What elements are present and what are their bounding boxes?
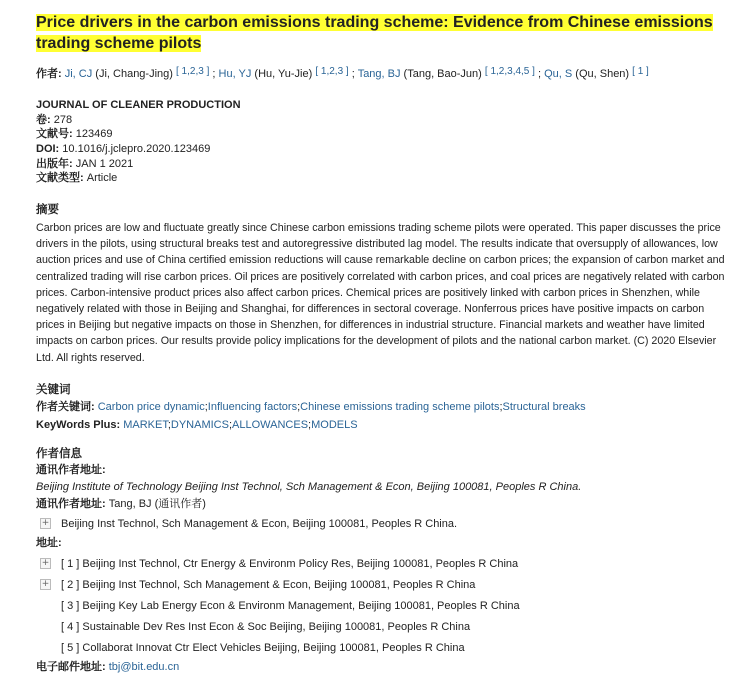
abstract-text: Carbon prices are low and fluctuate greatly since Chinese carbon emissions trading scheme pilots were operated. This paper discusses the price drivers in the pilots, using structural breaks test and autoregressive distributed lag model. The results indicate that oversupply of allowances, low auction prices and use of China certified emission reductions will cause remarkable decline on carbon prices; the expansion of carbon market and centralized trading will rise carbon prices. Oil prices are positively correlated with carbon prices, and coal prices are negatively related with carbon prices. Carbon-intensive product prices also affect carbon prices. Chemical prices are positively linked with carbon prices in Shenzhen, while negatively related with those in Beijing and Shanghai, for differences in sectoral coverage. Nonferrous prices have positive impacts on carbon prices in Beijing but negative impacts on those in Shenzhen, for differences in industrial structure. Financial markets and weather have limited impacts on carbon prices. Our results provide policy implications for the development of pilots and the national carbon market. (C) 2020 Elsevier Ltd. All rights reserved. xyxy=(36,222,725,364)
plus-icon[interactable]: + xyxy=(41,518,50,529)
article-no-label: 文献号: xyxy=(36,128,73,141)
keywords-plus-label: KeyWords Plus: xyxy=(36,418,121,431)
author-link-1[interactable]: Ji, CJ xyxy=(64,68,93,80)
keyword-plus-link[interactable]: MODELS xyxy=(311,418,358,431)
email-link[interactable]: tbj@bit.edu.cn xyxy=(108,660,180,673)
year-label: 出版年: xyxy=(36,157,73,170)
address-item xyxy=(36,554,736,575)
author-affil-2[interactable]: [ 1,2,3 ] xyxy=(315,66,349,77)
keywords-plus: KeyWords Plus: MARKET;DYNAMICS;ALLOWANCES;MODELS xyxy=(36,418,358,431)
address-item xyxy=(36,575,736,596)
keyword-plus-link[interactable]: ALLOWANCES xyxy=(232,418,309,431)
author-keyword-link[interactable]: Influencing factors xyxy=(207,400,298,413)
address-text: [ 5 ] Collaborat Innovat Ctr Elect Vehicles Beijing, Beijing 100081, Peoples R China xyxy=(61,641,465,654)
author-keywords: 作者关键词: Carbon price dynamic;Influencing factors;Chinese emissions trading scheme pilots;Structural breaks xyxy=(36,400,586,413)
address-text: [ 2 ] Beijing Inst Technol, Sch Management & Econ, Beijing 100081, Peoples R China xyxy=(61,578,476,591)
author-affil-3[interactable]: [ 1,2,3,4,5 ] xyxy=(484,66,535,77)
author-affil-1[interactable]: [ 1,2,3 ] xyxy=(176,66,210,77)
corresponding-author-value: Tang, BJ (通讯作者) xyxy=(108,497,206,510)
plus-icon[interactable]: + xyxy=(41,558,50,569)
keyword-plus-link[interactable]: DYNAMICS xyxy=(170,418,229,431)
keyword-plus-link[interactable]: MARKET xyxy=(123,418,168,431)
address-text: [ 1 ] Beijing Inst Technol, Ctr Energy & Environm Policy Res, Beijing 100081, Peoples R China xyxy=(61,557,519,570)
email-line xyxy=(36,659,736,676)
address-list xyxy=(36,554,736,659)
doi-label: DOI: xyxy=(36,142,60,155)
article-title: Price drivers in the carbon emissions trading scheme: Evidence from Chinese emissions trading scheme pilots xyxy=(36,14,713,52)
author-full-2: (Hu, Yu-Jie) xyxy=(251,68,313,80)
plus-icon[interactable]: + xyxy=(41,579,50,590)
doc-type-label: 文献类型: xyxy=(36,172,84,185)
keywords-heading: 关键词 xyxy=(36,383,71,396)
corresponding-address-text: Beijing Institute of Technology Beijing Inst Technol, Sch Management & Econ, Beijing 100081, Peoples R China. xyxy=(36,480,582,493)
corresponding-address-label: 通讯作者地址: xyxy=(36,463,106,476)
address-text: [ 4 ] Sustainable Dev Res Inst Econ & Soc Beijing, Beijing 100081, Peoples R China xyxy=(61,620,471,633)
volume-label: 卷: xyxy=(36,113,51,126)
author-link-2[interactable]: Hu, YJ xyxy=(218,68,252,80)
author-keyword-link[interactable]: Carbon price dynamic xyxy=(97,400,205,413)
volume-value: 278 xyxy=(53,113,73,126)
corresponding-author-address xyxy=(36,513,736,535)
corresponding-author-line xyxy=(36,496,736,513)
corresponding-author-label: 通讯作者地址: xyxy=(36,497,106,510)
author-info-heading: 作者信息 xyxy=(36,447,82,460)
author-link-4[interactable]: Qu, S xyxy=(544,68,573,80)
author-link-3[interactable]: Tang, BJ xyxy=(357,68,401,80)
doc-type-value: Article xyxy=(86,172,118,185)
record-page xyxy=(36,12,736,676)
year-value: JAN 1 2021 xyxy=(75,157,134,170)
author-keyword-link[interactable]: Structural breaks xyxy=(502,400,586,413)
author-affil-4[interactable]: [ 1 ] xyxy=(632,66,649,77)
article-no-value: 123469 xyxy=(75,128,113,141)
doi-value: 10.1016/j.jclepro.2020.123469 xyxy=(62,142,211,155)
author-full-4: (Qu, Shen) xyxy=(572,68,630,80)
address-label: 地址: xyxy=(36,536,62,549)
author-full-1: (Ji, Chang-Jing) xyxy=(92,68,173,80)
address-item xyxy=(36,617,736,638)
publication-meta xyxy=(36,113,736,187)
address-item xyxy=(36,596,736,617)
journal-name: JOURNAL OF CLEANER PRODUCTION xyxy=(36,99,241,111)
address-text: [ 3 ] Beijing Key Lab Energy Econ & Environm Management, Beijing 100081, Peoples R China xyxy=(61,599,520,612)
corresponding-author-address-text: Beijing Inst Technol, Sch Management & Econ, Beijing 100081, Peoples R China. xyxy=(61,517,458,530)
author-keywords-label: 作者关键词: xyxy=(36,400,95,413)
author-full-3: (Tang, Bao-Jun) xyxy=(400,68,482,80)
author-keyword-link[interactable]: Chinese emissions trading scheme pilots xyxy=(300,400,500,413)
abstract-heading: 摘要 xyxy=(36,204,59,217)
authors-line: 作者: Ji, CJ (Ji, Chang-Jing) [ 1,2,3 ] ; Hu, YJ (Hu, Yu-Jie) [ 1,2,3 ] ; Tang, BJ (Tang, Bao-Jun) [ 1,2,3,4,5 ] ; Qu, S (Qu, Shen) [ 1 ] xyxy=(36,66,649,80)
email-label: 电子邮件地址: xyxy=(36,660,106,673)
address-item xyxy=(36,638,736,659)
authors-label: 作者: xyxy=(36,68,62,80)
